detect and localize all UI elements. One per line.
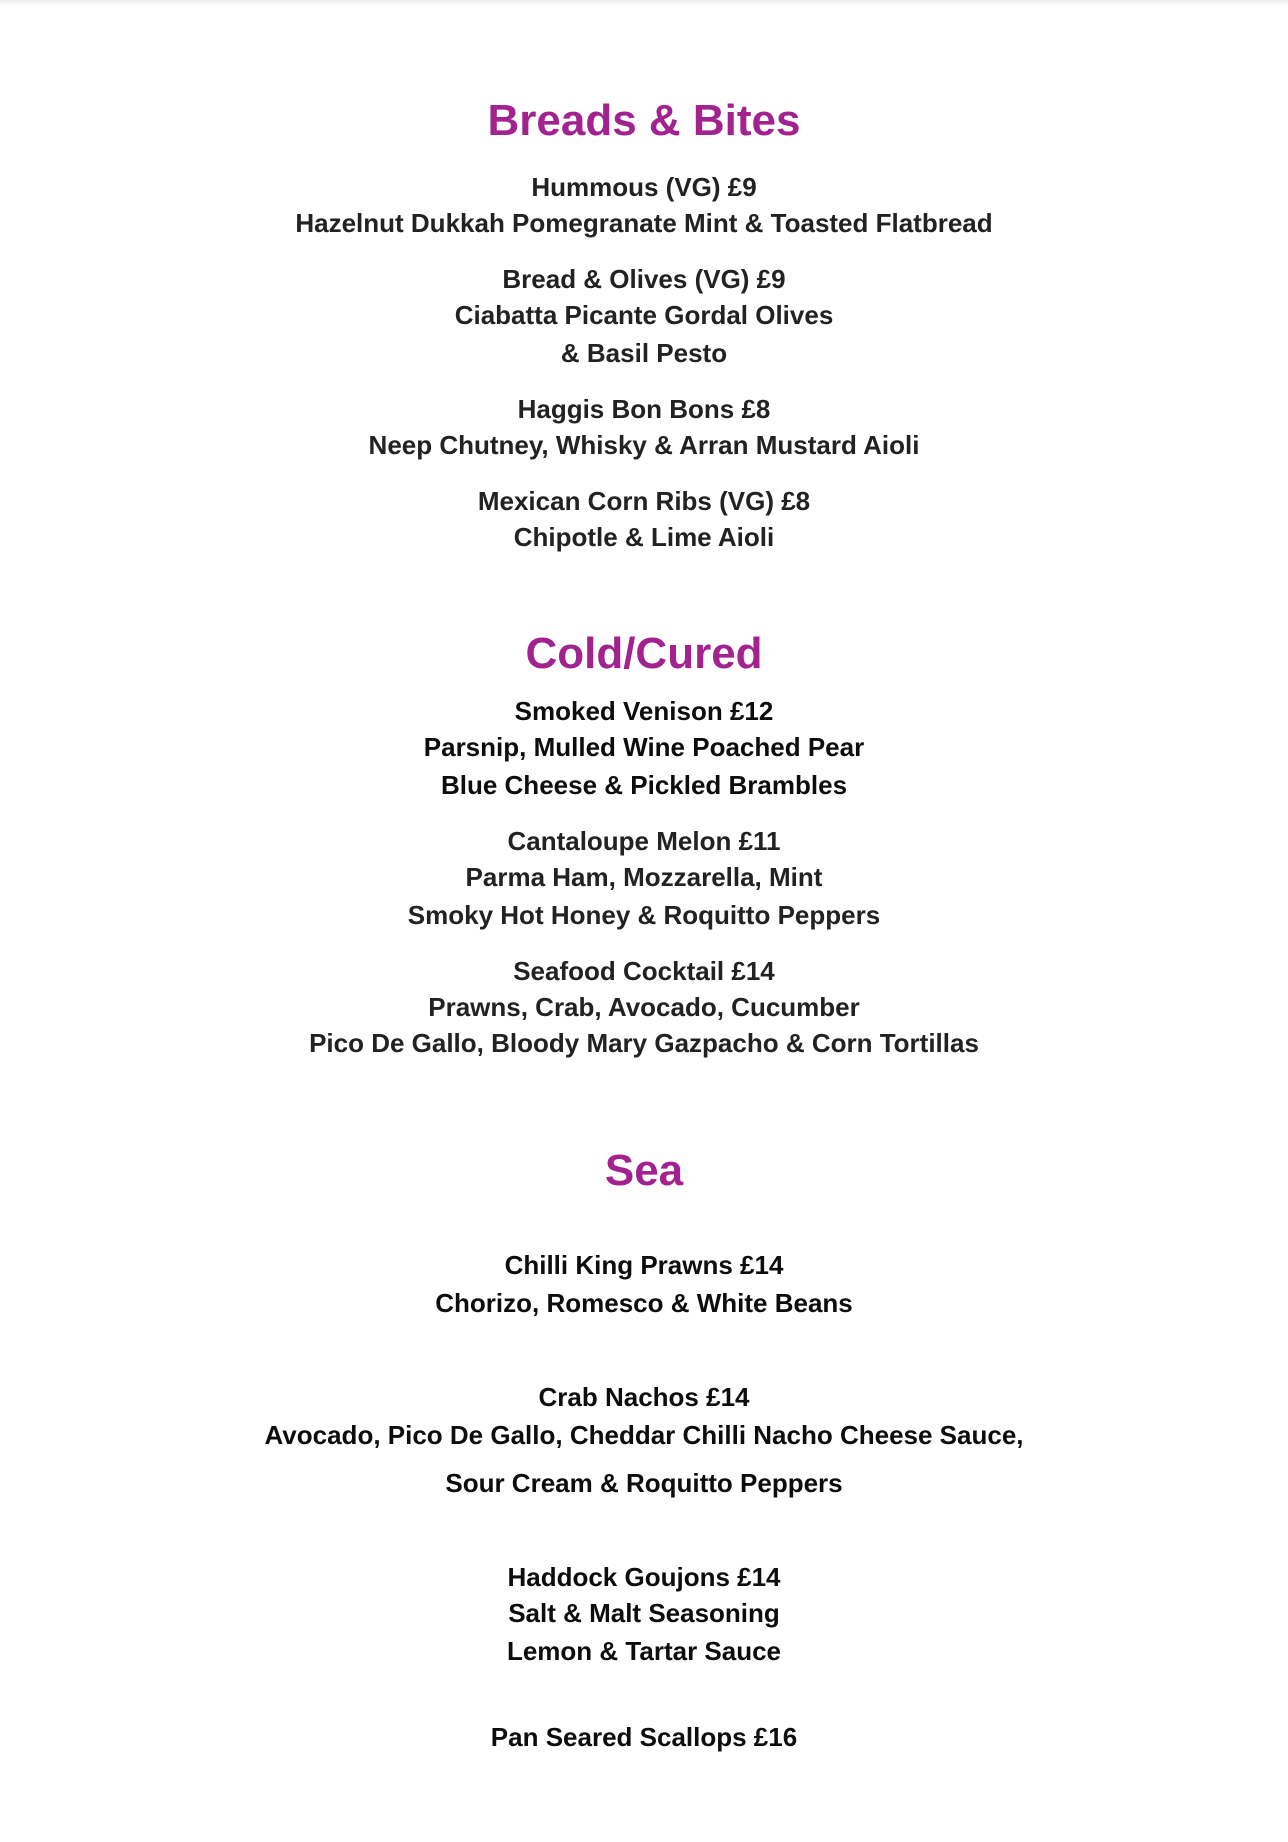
menu-item-name: Haddock Goujons £14 [507,1562,781,1592]
menu-item-description: Chorizo, Romesco & White Beans [435,1288,853,1318]
menu-item-description: Avocado, Pico De Gallo, Cheddar Chilli Nacho Cheese Sauce, [264,1420,1024,1450]
menu-item-name: Cantaloupe Melon £11 [507,826,781,856]
menu-item-description: Parma Ham, Mozzarella, Mint [465,862,823,892]
menu-item-description: Neep Chutney, Whisky & Arran Mustard Aioli [368,430,920,460]
section-title-sea: Sea [604,1146,684,1195]
menu-item-description: Blue Cheese & Pickled Brambles [440,770,848,800]
menu-item-description: & Basil Pesto [560,338,728,368]
section-title-cold-cured: Cold/Cured [525,629,763,678]
menu-item-name: Mexican Corn Ribs (VG) £8 [477,486,811,516]
menu-item-description: Sour Cream & Roquitto Peppers [445,1468,843,1498]
menu-item-name: Crab Nachos £14 [538,1382,750,1412]
menu-item-description: Ciabatta Picante Gordal Olives [454,300,834,330]
page-top-edge [0,0,1288,6]
menu-item-name: Seafood Cocktail £14 [513,956,775,986]
menu-item-name: Haggis Bon Bons £8 [517,394,771,424]
menu-item-description: Pico De Gallo, Bloody Mary Gazpacho & Corn Tortillas [309,1028,979,1058]
menu-item-description: Prawns, Crab, Avocado, Cucumber [428,992,860,1022]
menu-item-name: Smoked Venison £12 [514,696,774,726]
menu-item-name: Pan Seared Scallops £16 [490,1722,798,1752]
menu-item-description: Lemon & Tartar Sauce [506,1636,782,1666]
menu-item-description: Smoky Hot Honey & Roquitto Peppers [407,900,881,930]
menu-item-name: Chilli King Prawns £14 [504,1250,784,1280]
menu-item-name: Hummous (VG) £9 [531,172,757,202]
menu-item-description: Salt & Malt Seasoning [508,1598,780,1628]
menu-item-description: Hazelnut Dukkah Pomegranate Mint & Toasted Flatbread [295,208,993,238]
menu-item-description: Chipotle & Lime Aioli [513,522,775,552]
menu-item-name: Bread & Olives (VG) £9 [502,264,786,294]
section-title-breads-bites: Breads & Bites [487,96,801,145]
menu-item-description: Parsnip, Mulled Wine Poached Pear [423,732,865,762]
